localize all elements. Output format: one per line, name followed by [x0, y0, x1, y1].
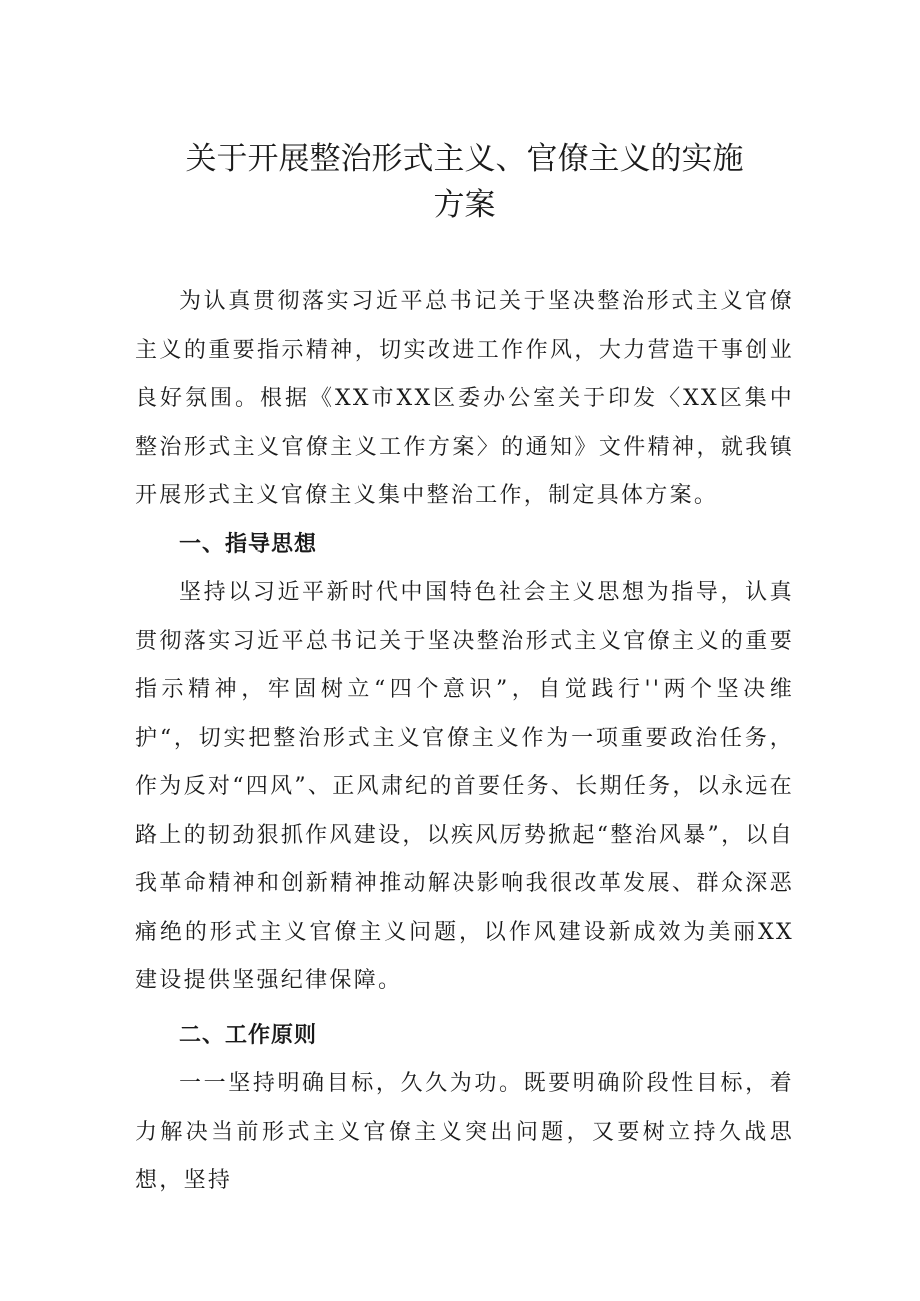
document-title [135, 136, 794, 228]
intro-paragraph: 为认真贯彻落实习近平总书记关于坚决整治形式主义官僚主义的重要指示精神，切实改进工作作风，大力营造干事创业良好氛围。根据《XX市XX区委办公室关于印发〈XX区集中整治形式主义官僚主义工作方案〉的通知》文件精神，就我镇开展形式主义官僚主义集中整治工作，制定具体方案。 [135, 289, 794, 508]
section-1-paragraph: 坚持以习近平新时代中国特色社会主义思想为指导，认真贯彻落实习近平总书记关于坚决整治形式主义官僚主义的重要指示精神，牢固树立“四个意识”，自觉践行''两个坚决维护“，切实把整治形式主义官僚主义作为一项重要政治任务，作为反对“四风”、正风肃纪的首要任务、长期任务，以永远在路上的韧劲狠抓作风建设，以疾风厉势掀起“整治风暴”，以自我革命精神和创新精神推动解决影响我很改革发展、群众深恶痛绝的形式主义官僚主义问题，以作风建设新成效为美丽XX建设提供坚强纪律保障。 [135, 580, 794, 993]
section-1-heading: 一、指导思想 [179, 531, 318, 557]
section-2-paragraph: 一一坚持明确目标，久久为功。既要明确阶段性目标，着力解决当前形式主义官僚主义突出问题，又要树立持久战思想，坚持 [135, 1071, 794, 1193]
title-line-2: 方案 [433, 187, 496, 223]
title-line-1: 关于开展整治形式主义、官僚主义的实施 [185, 141, 744, 177]
document-body [135, 278, 794, 1206]
section-2-heading: 二、工作原则 [179, 1022, 318, 1048]
